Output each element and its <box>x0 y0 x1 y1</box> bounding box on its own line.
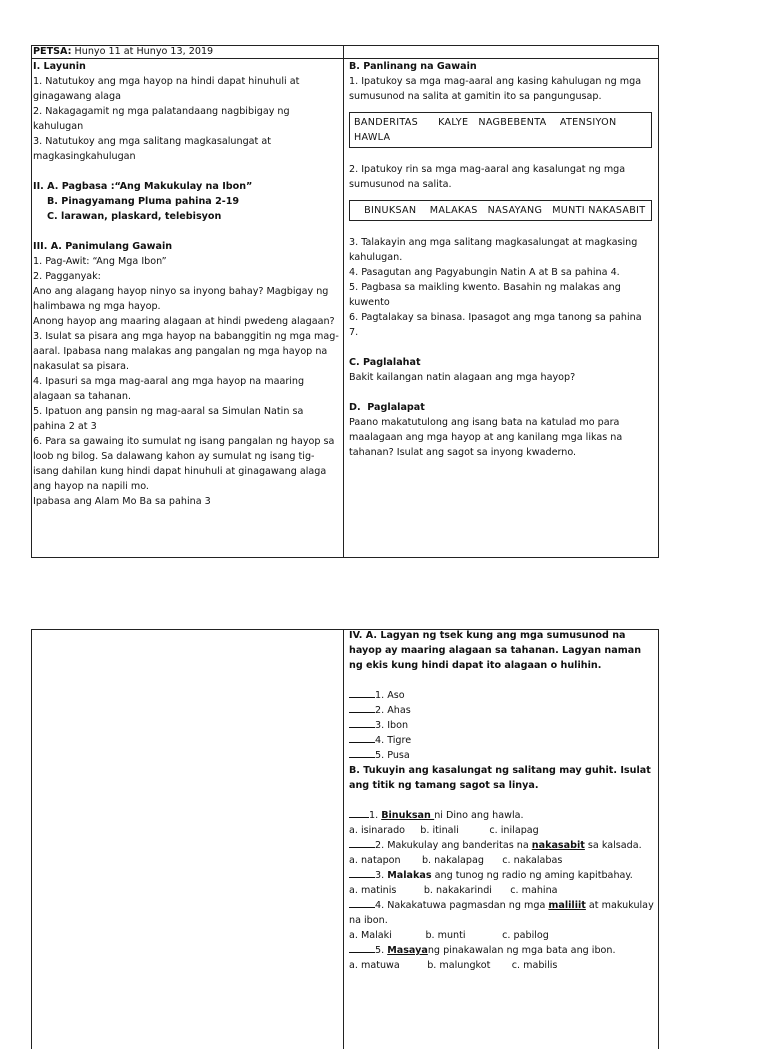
panlinang-item: 3. Talakayin ang mga salitang magkasalungat at magkasing kahulugan. <box>349 237 638 263</box>
evaluation-table <box>31 629 659 1049</box>
question-choices: a. matinis b. nakakarindi c. mahina <box>349 885 558 896</box>
animal-item: 3. Ibon <box>349 718 654 733</box>
paglalahat-text: Bakit kailangan natin alagaan ang mga hayop? <box>349 372 576 383</box>
animal-item: 4. Tigre <box>349 733 654 748</box>
panimulang-line: 6. Para sa gawaing ito sumulat ng isang pangalan ng hayop sa loob ng bilog. Sa dalawang kahon ay sumulat ng isang tig-isang dahilan kung hindi dapat hinuhuli at ginagawang alaga ang hayop na napili mo. <box>33 436 335 492</box>
left-column <box>33 59 339 509</box>
layunin-item: 2. Nakagagamit ng mga palatandaang nagbibigay ng kahulugan <box>33 106 290 132</box>
section-panimulang-title: III. A. Panimulang Gawain <box>33 241 173 252</box>
pagbasa-b: B. Pinagyamang Pluma pahina 2-19 <box>47 196 240 207</box>
panlinang-item: 1. Ipatukoy sa mga mag-aaral ang kasing kahulugan ng mga sumusunod na salita at gamitin ito sa pangungusap. <box>349 76 642 102</box>
date-header <box>33 44 333 59</box>
question-item: 2. Makukulay ang banderitas na nakasabit sa kalsada. <box>349 838 654 853</box>
section-paglalapat-title: D. Paglalapat <box>349 402 425 413</box>
right-column <box>349 59 652 460</box>
layunin-item: 1. Natutukoy ang mga hayop na hindi dapat hinuhuli at ginagawang alaga <box>33 76 300 102</box>
question-item: 3. Malakas ang tunog ng radio ng aming kapitbahay. <box>349 868 654 883</box>
section-paglalahat-title: C. Paglalahat <box>349 357 421 368</box>
panlinang-item: 5. Pagbasa sa maikling kwento. Basahin ng malakas ang kuwento <box>349 282 621 308</box>
column-divider <box>343 630 344 1049</box>
animal-item: 2. Ahas <box>349 703 654 718</box>
panlinang-item: 6. Pagtalakay sa binasa. Ipasagot ang mga tanong sa pahina 7. <box>349 312 642 338</box>
question-choices: a. isinarado b. itinali c. inilapag <box>349 825 539 836</box>
panimulang-line: 4. Ipasuri sa mga mag-aaral ang mga hayop na maaring alagaan sa tahanan. <box>33 376 305 402</box>
animal-item: 1. Aso <box>349 688 654 703</box>
panimulang-line: Ano ang alagang hayop ninyo sa inyong bahay? Magbigay ng halimbawa ng mga hayop. <box>33 286 329 312</box>
section-layunin-title: I. Layunin <box>33 61 86 72</box>
vocab-box-synonyms: BANDERITAS KALYE NAGBEBENTA ATENSIYON HAWLA <box>349 112 652 148</box>
underlined-word: Masaya <box>387 945 428 956</box>
pagbasa-c: C. larawan, plaskard, telebisyon <box>47 211 222 222</box>
evaluation-column <box>349 628 654 973</box>
section-iv-title: IV. A. Lagyan ng tsek kung ang mga sumusunod na hayop ay maaring alagaan sa tahanan. Lagyan naman ng ekis kung hindi dapat ito alagaan o hulihin. <box>349 630 642 671</box>
section-pagbasa-title: II. A. Pagbasa :“Ang Makukulay na Ibon” <box>33 181 253 192</box>
panimulang-line: 5. Ipatuon ang pansin ng mag-aaral sa Simulan Natin sa pahina 2 at 3 <box>33 406 304 432</box>
column-divider <box>343 46 344 557</box>
section-panlinang-title: B. Panlinang na Gawain <box>349 61 477 72</box>
paglalapat-text: Paano makatutulong ang isang bata na katulad mo para maalagaan ang mga hayop at ang kanilang mga likas na tahanan? Isulat ang sagot sa inyong kwaderno. <box>349 417 623 458</box>
panlinang-item: 4. Pasagutan ang Pagyabungin Natin A at B sa pahina 4. <box>349 267 620 278</box>
question-choices: a. Malaki b. munti c. pabilog <box>349 930 549 941</box>
panimulang-line: 1. Pag-Awit: “Ang Mga Ibon” <box>33 256 167 267</box>
question-choices: a. matuwa b. malungkot c. mabilis <box>349 960 558 971</box>
date-value: Hunyo 11 at Hunyo 13, 2019 <box>71 46 214 57</box>
panimulang-line: Anong hayop ang maaring alagaan at hindi pwedeng alagaan? <box>33 316 335 327</box>
section-iv-b-title: B. Tukuyin ang kasalungat ng salitang may guhit. Isulat ang titik ng tamang sagot sa linya. <box>349 765 651 791</box>
question-item: 5. Masayang pinakawalan ng mga bata ang ibon. <box>349 943 654 958</box>
question-item: 1. Binuksan ni Dino ang hawla. <box>349 808 654 823</box>
underlined-word: maliliit <box>548 900 586 911</box>
panimulang-line: Ipabasa ang Alam Mo Ba sa pahina 3 <box>33 496 211 507</box>
underlined-word: Binuksan <box>381 810 435 821</box>
panimulang-line: 3. Isulat sa pisara ang mga hayop na babanggitin ng mga mag-aaral. Ipabasa nang malakas ang pangalan ng mga hayop na nakasulat sa pisara. <box>33 331 339 372</box>
date-label: PETSA: <box>33 46 72 57</box>
vocab-box-antonyms: BINUKSAN MALAKAS NASAYANG MUNTI NAKASABIT <box>349 200 652 221</box>
panimulang-line: 2. Pagganyak: <box>33 271 101 282</box>
animal-item: 5. Pusa <box>349 748 654 763</box>
lesson-plan-table <box>31 45 659 558</box>
underlined-word: nakasabit <box>531 840 585 851</box>
layunin-item: 3. Natutukoy ang mga salitang magkasalungat at magkasingkahulugan <box>33 136 271 162</box>
bold-word: Malakas <box>387 870 432 881</box>
question-choices: a. natapon b. nakalapag c. nakalabas <box>349 855 563 866</box>
question-item: 4. Nakakatuwa pagmasdan ng mga maliliit at makukulay na ibon. <box>349 900 654 926</box>
panlinang-item: 2. Ipatukoy rin sa mga mag-aaral ang kasalungat ng mga sumusunod na salita. <box>349 164 626 190</box>
